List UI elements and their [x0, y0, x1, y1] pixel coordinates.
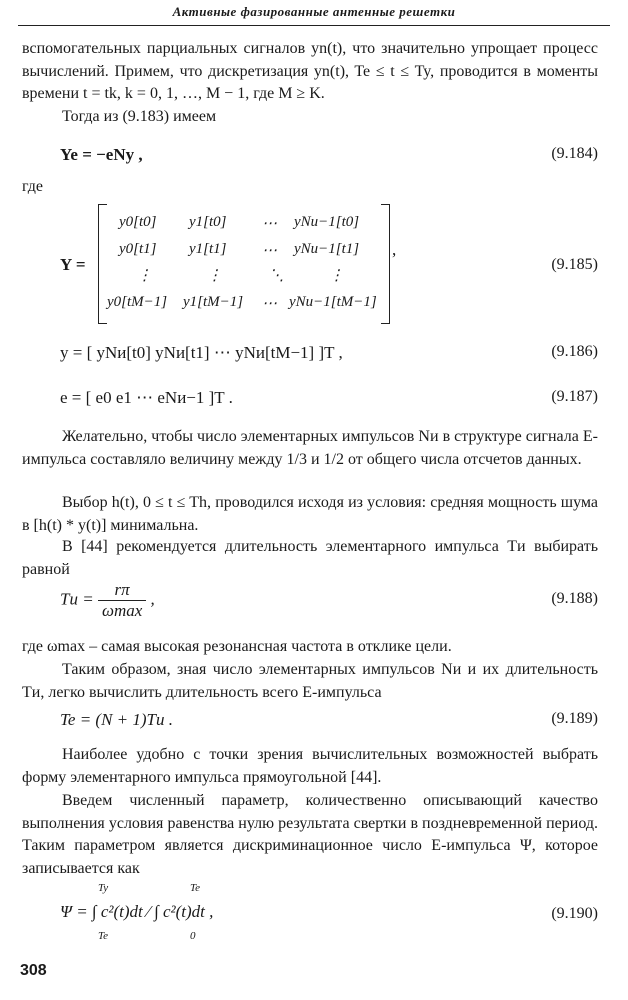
eq190-lower-1: Te [98, 930, 108, 942]
matrix-cell: y0[tM−1] [107, 294, 168, 310]
matrix-cell: ⋮ [137, 268, 152, 284]
eq188-fraction [98, 580, 146, 621]
equation-9-184: Ye = −eNy , [60, 145, 143, 164]
matrix-tail: , [392, 240, 397, 259]
matrix-cell: y1[tM−1] [183, 294, 244, 310]
eq190-upper-2: Te [190, 882, 200, 894]
equation-9-186: y = [ yNи[t0] yNи[t1] ⋯ yNи[tM−1] ]T , [60, 343, 343, 362]
eq188-denominator: ωmax [101, 601, 143, 620]
page-number: 308 [20, 962, 47, 979]
equation-9-188 [60, 580, 155, 621]
paragraph-6: где ωmax – самая высокая резонансная частота в отклике цели. [22, 638, 452, 655]
eq-number-185: (9.185) [551, 256, 598, 273]
where-label-1: где [22, 178, 44, 195]
eq188-tail: , [150, 589, 155, 609]
paragraph-3: Желательно, чтобы число элементарных импульсов Nи в структуре сигнала E-импульса составляло величину между 1/3 и 1/2 от общего числа отсчетов данных. [22, 428, 598, 468]
matrix-Y [98, 204, 390, 324]
matrix-cell: y1[t0] [189, 214, 227, 230]
running-header: Активные фазированные антенные решетки [172, 4, 456, 19]
paragraph-2: Тогда из (9.183) имеем [62, 108, 217, 125]
matrix-cell: yNи−1[tM−1] [289, 294, 377, 310]
matrix-cell: ⋯ [262, 216, 277, 232]
paragraph-9: Введем численный параметр, количественно описывающий качество выполнения условия равенства нулю результата свертки в поздневременной период. Таким параметром является дискриминационное число E-импульса Ψ, которое записывается как [22, 792, 598, 877]
matrix-cell: yNи−1[t0] [294, 214, 360, 230]
eq188-lhs: Tи = [60, 589, 94, 609]
matrix-lhs: Y = [60, 255, 86, 274]
eq-number-189: (9.189) [551, 710, 598, 727]
eq-number-184: (9.184) [551, 145, 598, 162]
paragraph-1: вспомогательных парциальных сигналов yn(t), что значительно упрощает процесс вычислений. Примем, что дискретизация yn(t), Te ≤ t ≤ Ty, проводится в моменты времени t = tk, k = 0, 1, …, M − 1, где M ≥ K. [22, 40, 598, 102]
matrix-cell: y1[t1] [189, 241, 227, 257]
header-rule [18, 25, 610, 26]
matrix-cell: ⋱ [269, 268, 284, 284]
eq190-upper-1: Ty [98, 882, 109, 894]
paragraph-5: В [44] рекомендуется длительность элементарного импульса Tи выбирать равной [22, 538, 598, 578]
matrix-cell: y0[t0] [119, 214, 157, 230]
eq-number-188: (9.188) [551, 590, 598, 607]
eq-number-186: (9.186) [551, 343, 598, 360]
equation-9-190: Ψ = ∫ c²(t)dt ⁄ ∫ c²(t)dt , [60, 902, 214, 921]
paragraph-8: Наиболее удобно с точки зрения вычислительных возможностей выбрать форму элементарного импульса прямоугольной [44]. [22, 746, 598, 786]
eq188-numerator: rπ [98, 580, 146, 601]
matrix-cell: ⋮ [207, 268, 222, 284]
paragraph-4: Выбор h(t), 0 ≤ t ≤ Th, проводился исходя из условия: средняя мощность шума в [h(t) * y(t)] минимальна. [22, 494, 598, 534]
matrix-cell: ⋮ [329, 268, 344, 284]
matrix-cell: y0[t1] [119, 241, 157, 257]
equation-9-187: e = [ e0 e1 ⋯ eNи−1 ]T . [60, 388, 233, 407]
eq-number-187: (9.187) [551, 388, 598, 405]
eq-number-190: (9.190) [551, 905, 598, 922]
eq190-lower-2: 0 [190, 930, 196, 942]
matrix-cell: ⋯ [262, 243, 277, 259]
matrix-cell: yNи−1[t1] [294, 241, 360, 257]
matrix-cell: ⋯ [262, 296, 277, 312]
paragraph-7: Таким образом, зная число элементарных импульсов Nи и их длительность Tи, легко вычислить длительность всего E-импульса [22, 661, 598, 701]
equation-9-189: Te = (N + 1)Tи . [60, 710, 173, 729]
